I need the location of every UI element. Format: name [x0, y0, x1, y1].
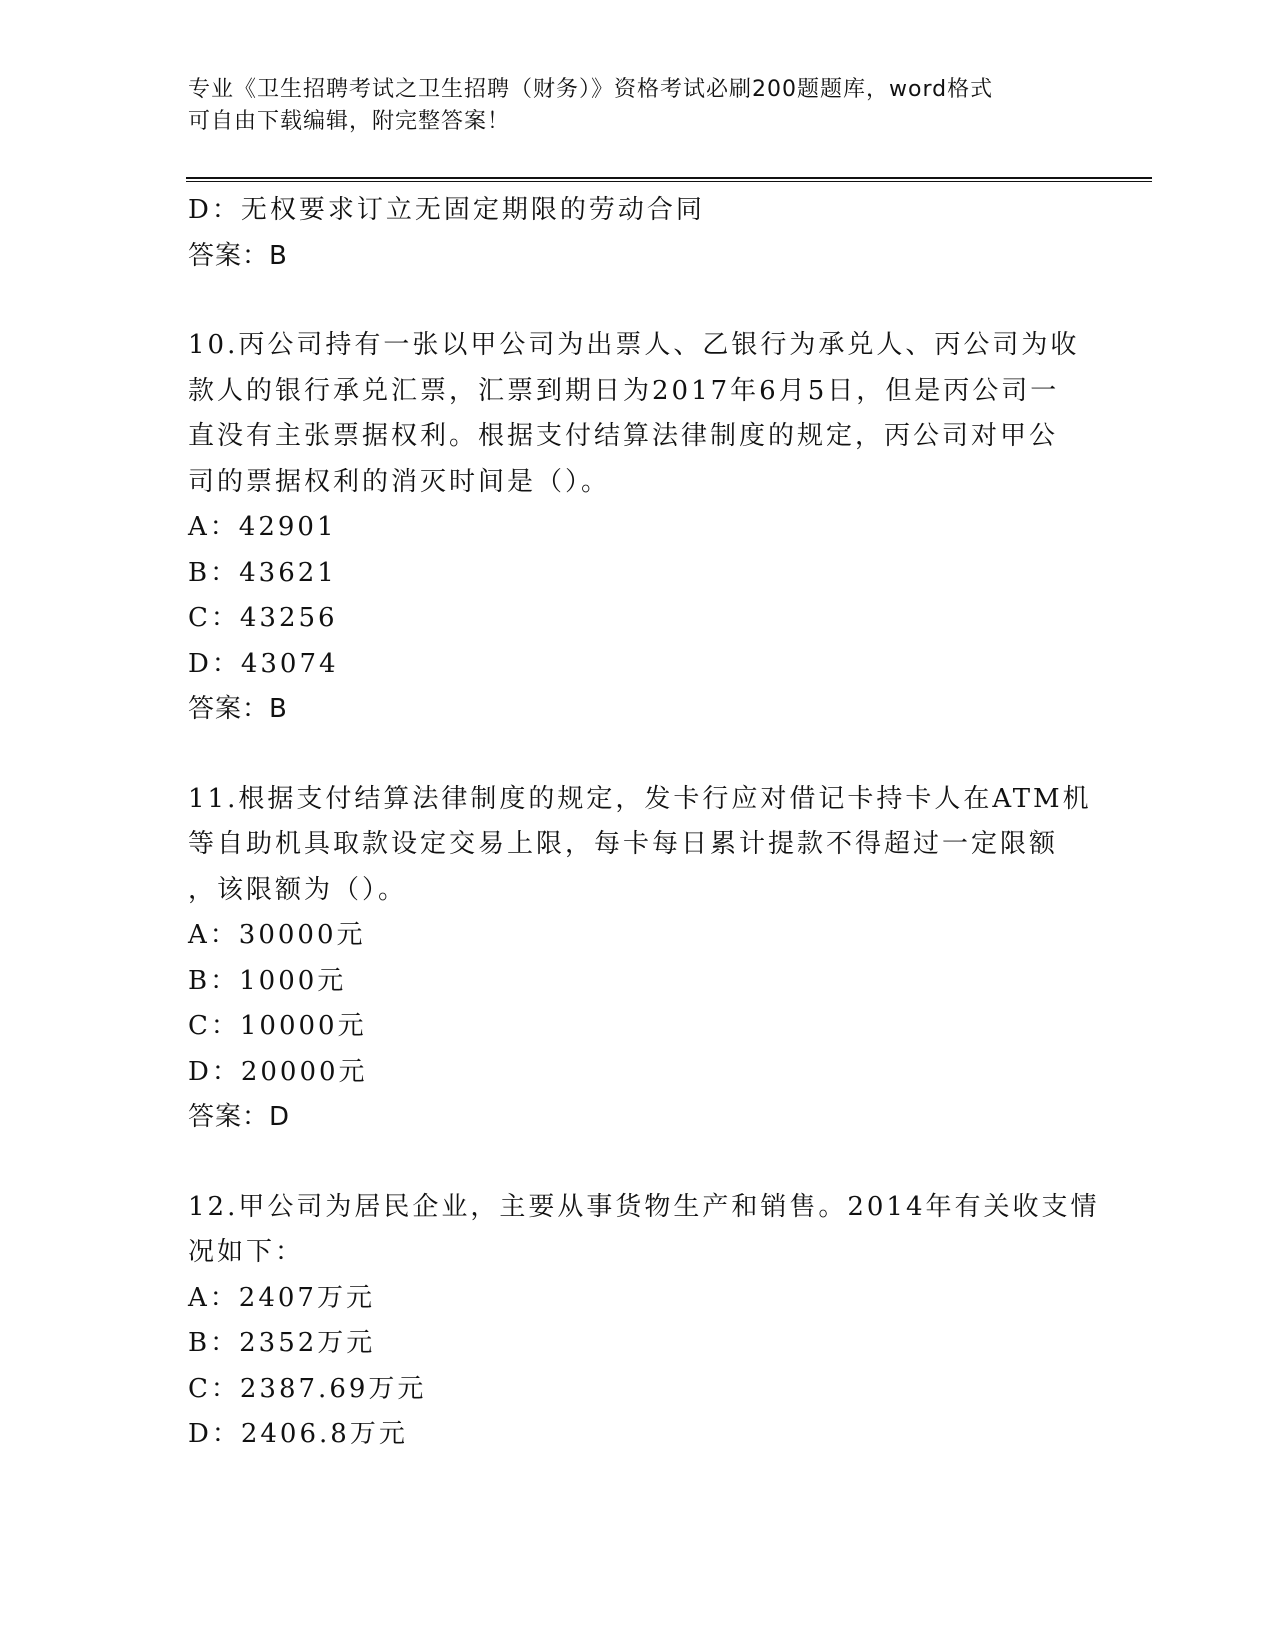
option-d: D：43074 [188, 648, 339, 679]
spacer [188, 733, 1088, 777]
question-12 [188, 1185, 1100, 1458]
question-11 [188, 777, 1092, 1141]
question-stem-line: 款人的银行承兑汇票，汇票到期日为2017年6月5日，但是丙公司一 [188, 375, 1060, 406]
spacer [188, 1141, 1088, 1185]
header-divider [186, 177, 1152, 182]
previous-question-tail [188, 188, 1088, 279]
option-c: C：43256 [188, 603, 338, 633]
question-stem-line: 等自助机具取款设定交易上限，每卡每日累计提款不得超过一定限额 [188, 829, 1059, 859]
option-b: B：2352万元 [188, 1328, 376, 1358]
option-d: D：20000元 [188, 1056, 368, 1087]
question-stem-line: ，该限额为（）。 [188, 874, 408, 905]
option-a: A：2407万元 [188, 1282, 375, 1313]
question-stem-line: 12.甲公司为居民企业，主要从事货物生产和销售。2014年有关收支情 [188, 1191, 1100, 1222]
question-10 [188, 323, 1088, 733]
option-a: A：42901 [188, 512, 337, 542]
question-content [188, 188, 1100, 1458]
answer-line: 答案：D [188, 1102, 291, 1132]
option-d: D：无权要求订立无固定期限的劳动合同 [188, 195, 705, 225]
question-stem-line: 10.丙公司持有一张以甲公司为出票人、乙银行为承兑人、丙公司为收 [188, 330, 1080, 360]
question-stem-line: 司的票据权利的消灭时间是（）。 [188, 466, 611, 497]
option-d: D：2406.8万元 [188, 1419, 408, 1449]
question-stem-line: 直没有主张票据权利。根据支付结算法律制度的规定，丙公司对甲公 [188, 421, 1059, 451]
option-b: B：43621 [188, 557, 337, 588]
option-c: C：10000元 [188, 1011, 367, 1041]
option-c: C：2387.69万元 [188, 1373, 427, 1404]
document-header [188, 74, 1088, 138]
option-a: A：30000元 [188, 920, 366, 950]
answer-line: 答案：B [188, 694, 288, 724]
answer-line: 答案：B [188, 240, 288, 271]
question-stem-line: 11.根据支付结算法律制度的规定，发卡行应对借记卡持卡人在ATM机 [188, 783, 1092, 814]
spacer [188, 279, 1088, 323]
option-b: B：1000元 [188, 965, 347, 996]
question-stem-line: 况如下： [188, 1237, 305, 1267]
header-title-line-2: 可自由下载编辑，附完整答案！ [188, 109, 511, 134]
header-title-line-1: 专业《卫生招聘考试之卫生招聘（财务）》资格考试必刷200题题库，word格式 [188, 77, 994, 102]
